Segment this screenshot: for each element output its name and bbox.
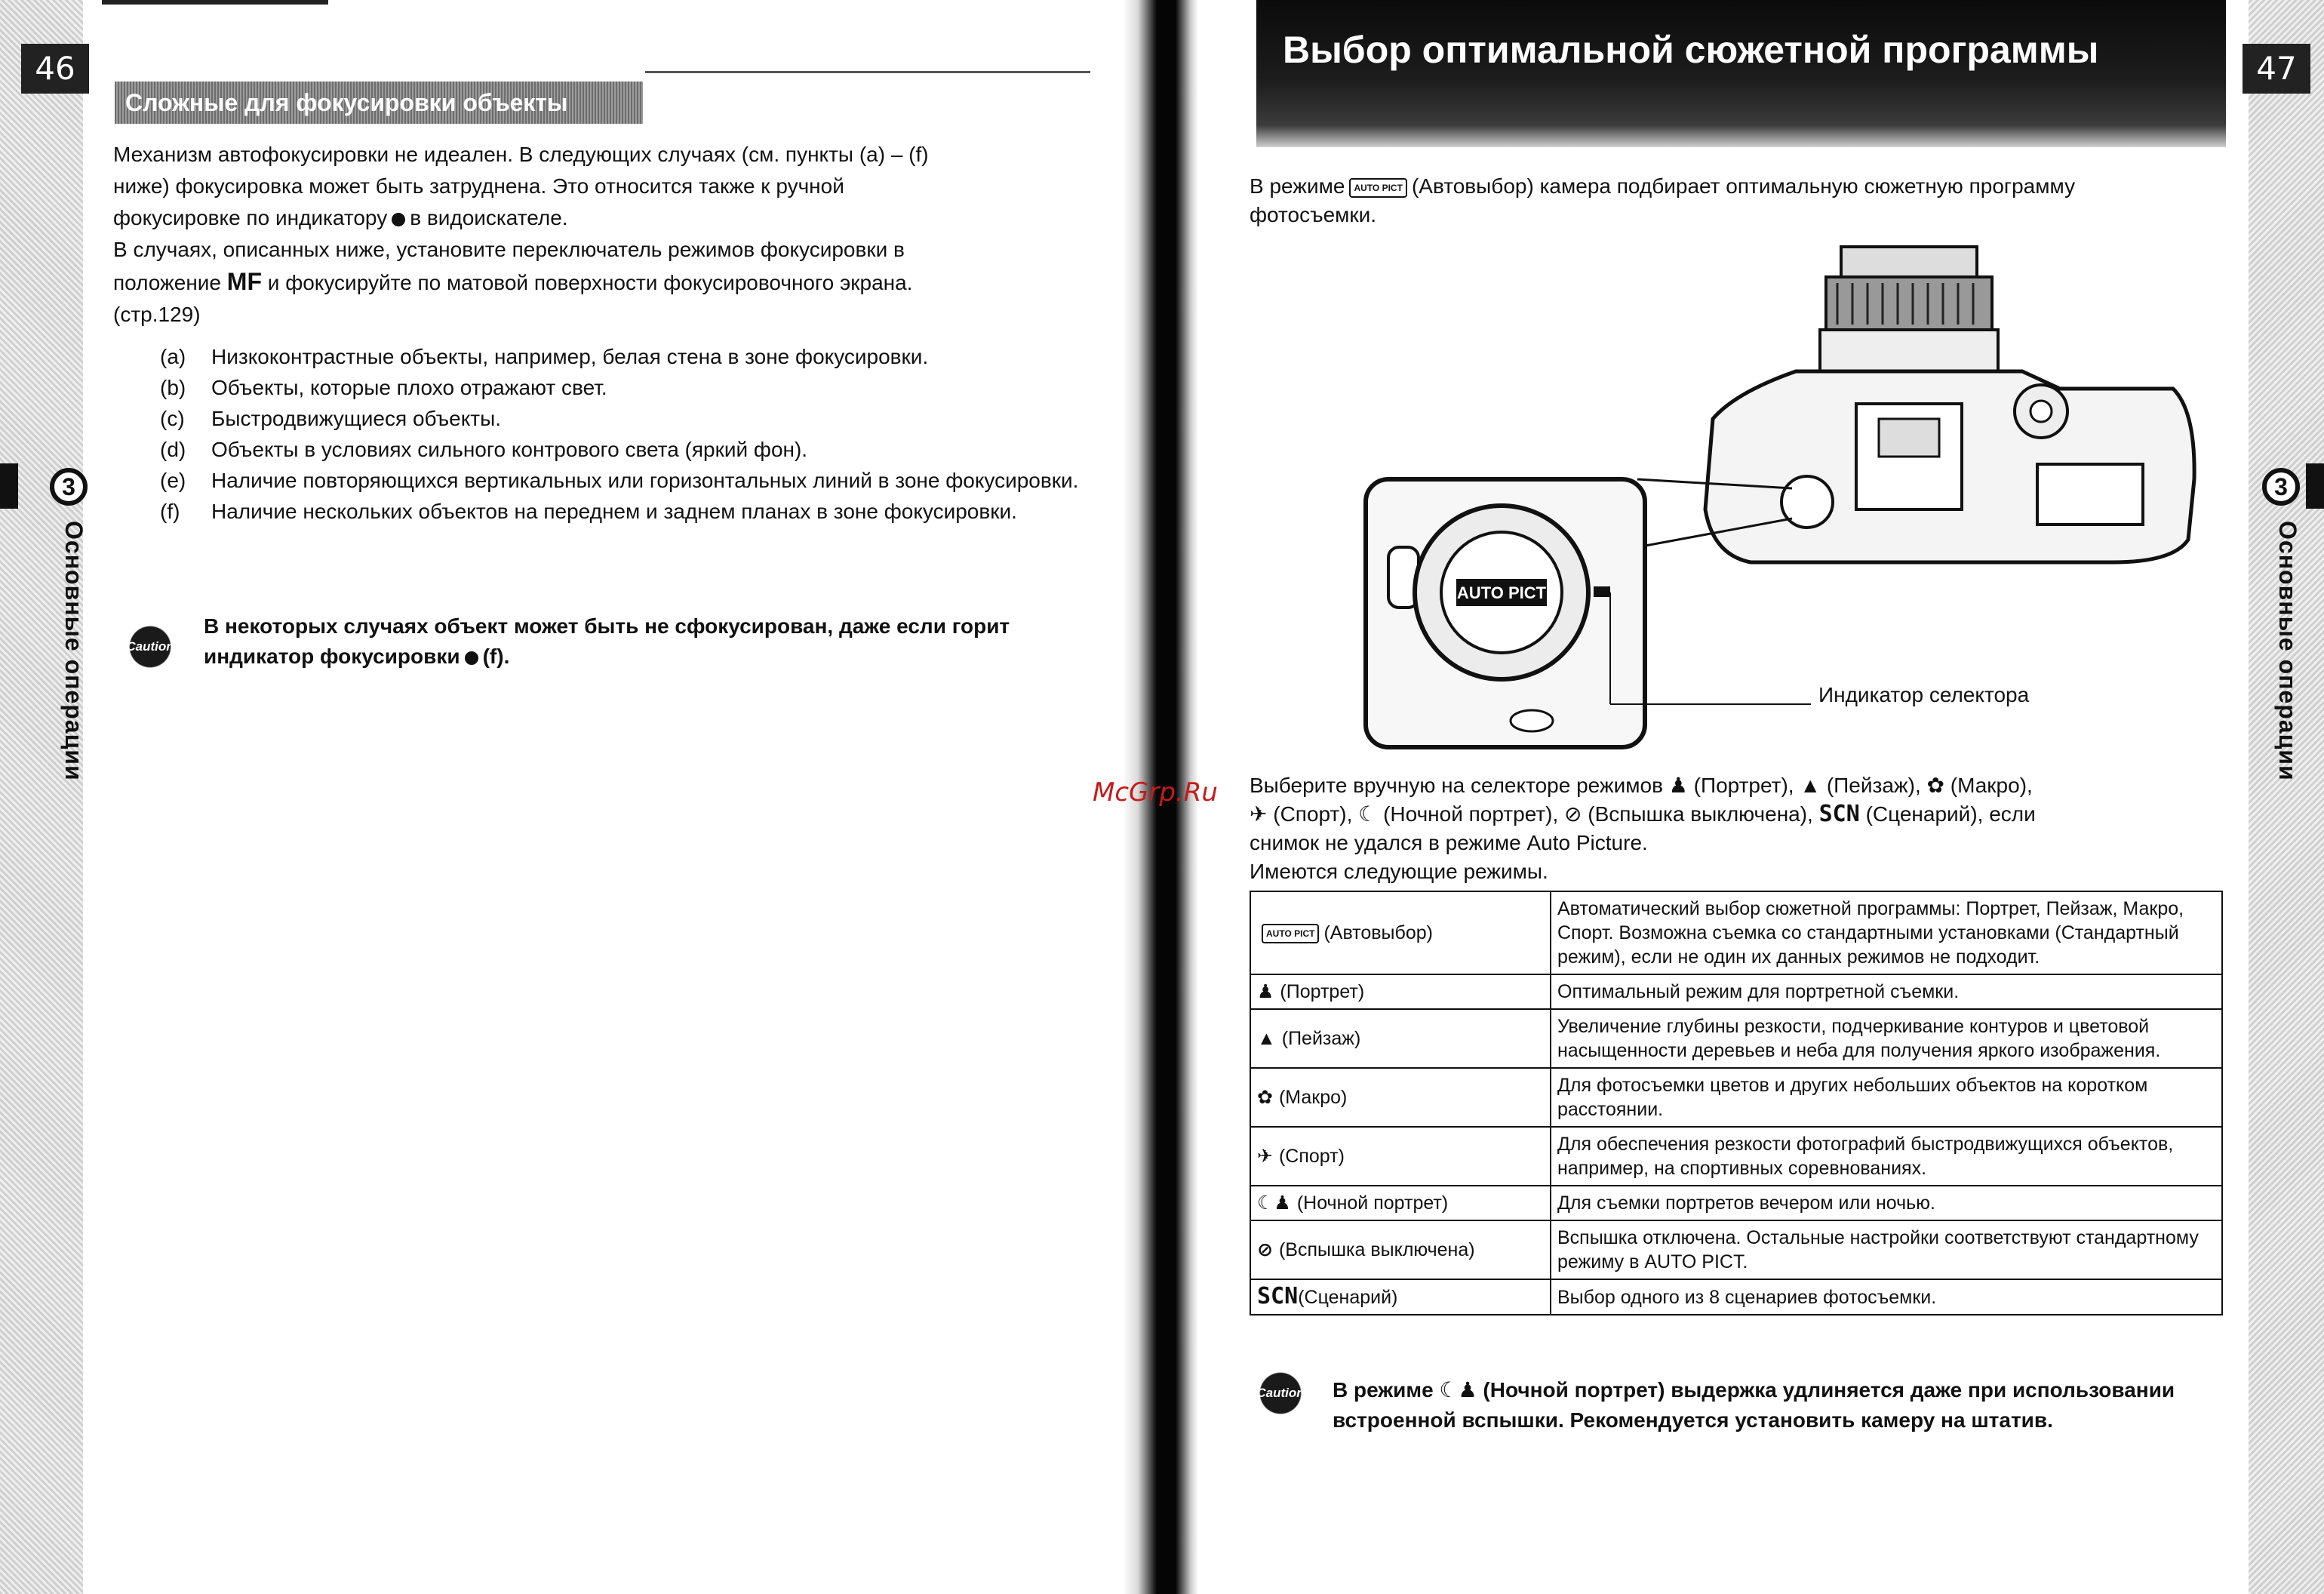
caution-icon: Caution <box>122 623 178 670</box>
mode-name-cell <box>1250 1127 1551 1186</box>
chapter-tab-right <box>2306 463 2324 509</box>
caution-line: В некоторых случаях объект может быть не сфокусирован, даже если горит <box>204 614 1010 638</box>
chapter-number-left: 3 <box>50 468 88 506</box>
caution-line <box>204 642 1109 672</box>
mode-name-cell <box>1250 974 1551 1009</box>
case-text: Объекты, которые плохо отражают свет. <box>211 376 607 399</box>
mode-description: Автоматический выбор сюжетной программы: Портрет, Пейзаж, Макро, Спорт. Возможна съемка со стандартными установками (Стандартный режим), если не один их данных режимов не подходит. <box>1551 891 2222 974</box>
focus-indicator-icon <box>465 651 478 665</box>
case-item <box>160 372 1103 403</box>
camera-illustration <box>1358 238 2226 759</box>
select-mode-paragraph <box>1250 771 2230 886</box>
mode-row <box>1250 1127 2222 1186</box>
mode-description: Оптимальный режим для портретной съемки. <box>1551 974 2222 1009</box>
select-text: (Сценарий), если <box>1865 802 2036 826</box>
case-marker: (b) <box>160 376 186 399</box>
chapter-title-right: Основные операции <box>2274 521 2301 781</box>
caution-text: индикатор фокусировки <box>204 645 460 668</box>
case-marker: (d) <box>160 438 186 461</box>
auto-picture-icon: AUTO PICT <box>1349 178 1406 198</box>
mode-description: Увеличение глубины резкости, подчеркивание контуров и цветовой насыщенности деревьев и неба для получения яркого изображения. <box>1551 1009 2222 1068</box>
chapter-number-right: 3 <box>2262 468 2300 506</box>
mode-name-cell <box>1250 891 1551 974</box>
selector-indicator-mark <box>1594 586 1610 597</box>
intro-text: в видоискателе. <box>410 206 568 229</box>
lcd-panel <box>2037 464 2143 525</box>
focus-indicator-icon <box>392 213 405 226</box>
mode-icon: ⊘ <box>1257 1239 1273 1260</box>
case-text: Низкоконтрастные объекты, например, белая стена в зоне фокусировки. <box>211 345 929 368</box>
intro-paragraph <box>113 139 1094 331</box>
right-intro <box>1250 172 2230 229</box>
intro-text: В режиме <box>1250 174 1345 198</box>
case-text: Наличие нескольких объектов на переднем и заднем планах в зоне фокусировки. <box>211 500 1017 523</box>
mode-row <box>1250 1068 2222 1127</box>
page-reference: (стр.129) <box>113 303 201 326</box>
select-line: Выберите вручную на селекторе режимов ♟ (Портрет), ▲ (Пейзаж), ✿ (Макро), <box>1250 774 2033 797</box>
intro-text: (Автовыбор) камера подбирает оптимальную сюжетную программу <box>1411 174 2076 198</box>
scn-icon: SCN <box>1818 801 1860 827</box>
select-line <box>1250 800 2230 829</box>
select-line: Имеются следующие режимы. <box>1250 860 1548 883</box>
case-marker: (e) <box>160 469 186 492</box>
mode-name-cell <box>1250 1068 1551 1127</box>
case-item <box>160 341 1103 372</box>
mode-name: (Вспышка выключена) <box>1278 1239 1475 1260</box>
caution-note-left <box>204 611 1109 672</box>
intro-line <box>113 202 1094 234</box>
intro-text: фокусировке по индикатору <box>113 206 388 229</box>
mode-name-cell <box>1250 1009 1551 1068</box>
page-number-right: 47 <box>2243 44 2310 94</box>
intro-line: ниже) фокусировка может быть затруднена. Это относится также к ручной <box>113 174 844 198</box>
intro-line: В случаях, описанных ниже, установите переключатель режимов фокусировки в <box>113 238 905 261</box>
mode-name: (Макро) <box>1278 1087 1348 1108</box>
mode-name: (Автовыбор) <box>1323 922 1433 943</box>
mode-name-cell <box>1250 1186 1551 1220</box>
mode-row <box>1250 974 2222 1009</box>
intro-line: Механизм автофокусировки не идеален. В следующих случаях (см. пункты (a) – (f) <box>113 143 929 166</box>
mode-icon: ✈ <box>1257 1146 1273 1167</box>
select-text: ✈ (Спорт), ☾ (Ночной портрет), ⊘ (Вспышка выключена), <box>1250 802 1813 826</box>
mode-icon: ♟ <box>1257 981 1274 1002</box>
chapter-tab-left <box>0 463 18 509</box>
caution-note-right <box>1333 1375 2238 1436</box>
watermark: McGrp.Ru <box>1093 777 1218 808</box>
right-intro-line <box>1250 172 2230 201</box>
mode-row <box>1250 1186 2222 1220</box>
mode-icon: AUTO PICT <box>1262 924 1319 943</box>
dial-base-button <box>1511 710 1553 731</box>
dial-label: AUTO PICT <box>1456 583 1547 602</box>
case-marker: (a) <box>160 345 186 368</box>
mode-row <box>1250 1279 2222 1315</box>
mode-row <box>1250 1009 2222 1068</box>
mode-name: (Ночной портрет) <box>1296 1192 1449 1214</box>
mode-description: Для обеспечения резкости фотографий быстродвижущихся объектов, например, на спортивных соревнованиях. <box>1551 1127 2222 1186</box>
mode-description: Для фотосъемки цветов и других небольших объектов на коротком расстоянии. <box>1551 1068 2222 1127</box>
case-item <box>160 496 1103 527</box>
page-title: Выбор оптимальной сюжетной программы <box>1283 29 2099 71</box>
mode-description: Выбор одного из 8 сценариев фотосъемки. <box>1551 1279 2222 1315</box>
case-item <box>160 403 1103 434</box>
mode-icon: ✿ <box>1257 1087 1273 1108</box>
mode-row <box>1250 891 2222 974</box>
case-marker: (c) <box>160 407 185 430</box>
intro-text: положение <box>113 271 222 294</box>
right-intro-line: фотосъемки. <box>1250 203 1377 226</box>
mode-description: Для съемки портретов вечером или ночью. <box>1551 1186 2222 1220</box>
lens-rim <box>1841 247 1977 277</box>
case-text: Объекты в условиях сильного контрового света (яркий фон). <box>211 438 808 461</box>
mode-name-cell <box>1250 1220 1551 1279</box>
caution-line: В режиме ☾♟ (Ночной портрет) выдержка удлиняется даже при использовании <box>1333 1378 2175 1402</box>
select-line: снимок не удался в режиме Auto Picture. <box>1250 831 1648 854</box>
modes-table <box>1250 891 2223 1316</box>
caution-text: (f). <box>482 645 510 668</box>
selector-indicator-callout: Индикатор селектора <box>1818 683 2030 706</box>
mf-mark: MF <box>226 268 262 295</box>
shutter-button <box>2030 401 2052 422</box>
mode-row <box>1250 1220 2222 1279</box>
case-item <box>160 434 1103 465</box>
difficult-cases-list <box>160 341 1103 527</box>
mode-name: (Спорт) <box>1278 1146 1345 1167</box>
mode-name: (Портрет) <box>1280 981 1365 1002</box>
case-text: Наличие повторяющихся вертикальных или горизонтальных линий в зоне фокусировки. <box>211 469 1079 492</box>
lens-mount <box>1820 330 1998 371</box>
intro-line <box>113 266 1094 299</box>
caution-line: встроенной вспышки. Рекомендуется установить камеру на штатив. <box>1333 1408 2053 1432</box>
heading-rule <box>645 71 1090 73</box>
case-text: Быстродвижущиеся объекты. <box>211 407 501 430</box>
top-rule <box>102 0 328 5</box>
mode-icon: ☾♟ <box>1257 1192 1291 1214</box>
mode-name-cell <box>1250 1279 1551 1315</box>
case-marker: (f) <box>160 500 180 523</box>
mode-icon: SCN <box>1257 1283 1299 1309</box>
hot-shoe <box>1879 419 1939 457</box>
mode-icon: ▲ <box>1257 1028 1276 1049</box>
mode-name: (Сценарий) <box>1298 1287 1398 1308</box>
section-heading: Сложные для фокусировки объекты <box>115 82 643 124</box>
page-number-left: 46 <box>21 44 89 94</box>
chapter-title-left: Основные операции <box>60 521 88 781</box>
caution-icon: Caution <box>1253 1370 1308 1417</box>
intro-text: и фокусируйте по матовой поверхности фокусировочного экрана. <box>267 271 913 294</box>
lens-ring <box>1826 277 1992 330</box>
mode-name: (Пейзаж) <box>1281 1028 1361 1049</box>
case-item <box>160 465 1103 496</box>
mode-description: Вспышка отключена. Остальные настройки соответствуют стандартному режиму в AUTO PICT. <box>1551 1220 2222 1279</box>
